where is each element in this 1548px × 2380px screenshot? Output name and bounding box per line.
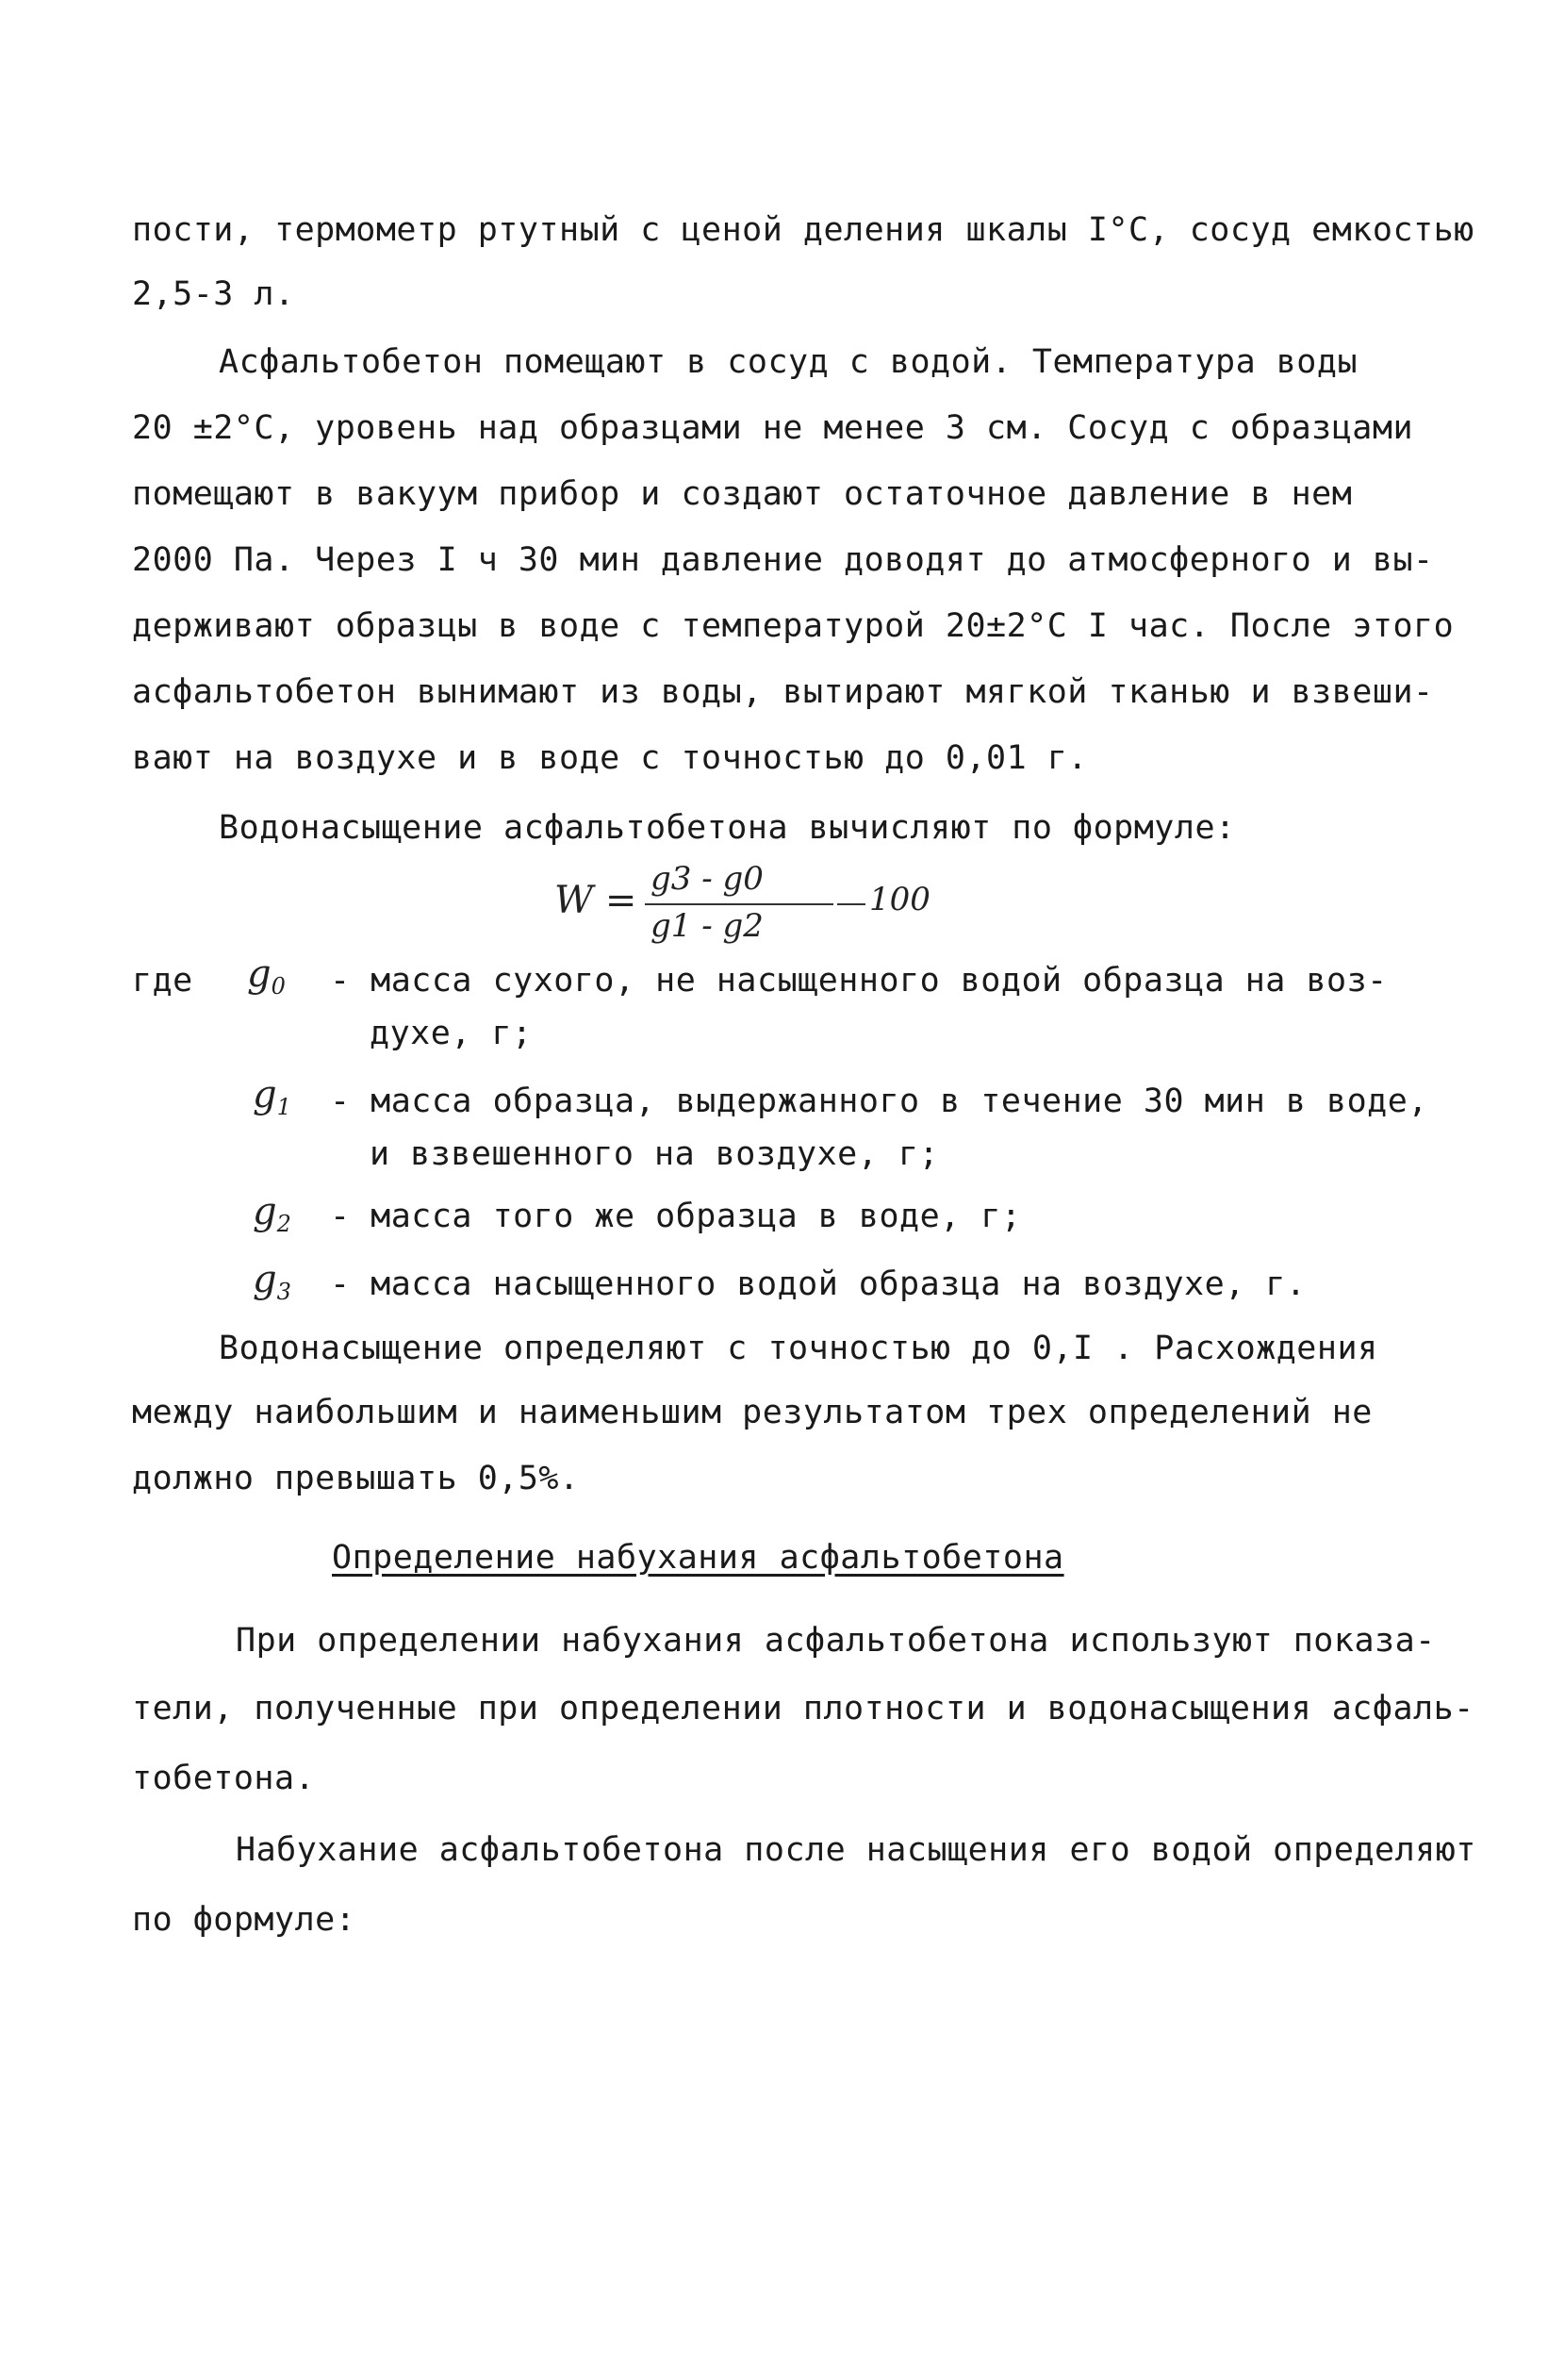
formula-lhs: W = [554, 879, 637, 922]
symbol-g2: $g_2$ [253, 1190, 291, 1237]
definition-text: - масса образца, выдержанного в течение 30 мин в воде, [330, 1083, 1428, 1120]
definition-text: - масса сухого, не насыщенного водой образца на воз- [330, 962, 1388, 1000]
text-line: должно превышать 0,5%. [132, 1460, 580, 1497]
where-label: где [132, 962, 193, 1000]
symbol-g0: $g_0$ [247, 952, 286, 1000]
fraction-bar [645, 903, 833, 905]
definition-text: - масса того же образца в воде, г; [330, 1198, 1022, 1235]
text-line: Водонасыщение асфальтобетона вычисляют по формуле: [219, 809, 1236, 847]
text-line: Водонасыщение определяют с точностью до 0,I . Расхождения [219, 1330, 1378, 1367]
text-line: 2,5-3 л. [132, 275, 295, 313]
text-line: держивают образцы в воде с температурой 20±2°C I час. После этого [132, 607, 1455, 645]
text-line: Асфальтобетон помещают в сосуд с водой. Температура воды [219, 343, 1359, 381]
text-line: 20 ±2°C, уровень над образцами не менее 3 см. Сосуд с образцами [132, 409, 1414, 447]
text-line: При определении набухания асфальтобетона используют показа- [236, 1622, 1436, 1660]
text-line: между наибольшим и наименьшим результатом трех определений не [132, 1394, 1373, 1431]
definition-text: духе, г; [370, 1015, 533, 1052]
text-line: 2000 Па. Через I ч 30 мин давление доводят до атмосферного и вы- [132, 541, 1434, 579]
definition-text: и взвешенного на воздухе, г; [370, 1135, 940, 1173]
text-line: асфальтобетон вынимают из воды, вытирают мягкой тканью и взвеши- [132, 673, 1434, 711]
text-line: пости, термометр ртутный с ценой деления шкалы I°C, сосуд емкостью [132, 211, 1474, 249]
symbol-g3: $g_3$ [253, 1258, 291, 1305]
text-line: тобетона. [132, 1760, 316, 1797]
symbol-g1: $g_1$ [253, 1073, 291, 1120]
definition-text: - масса насыщенного водой образца на воздухе, г. [330, 1265, 1307, 1303]
multiply-dash [837, 903, 865, 905]
text-line: тели, полученные при определении плотности и водонасыщения асфаль- [132, 1690, 1474, 1727]
text-line: по формуле: [132, 1901, 356, 1939]
text-line: Набухание асфальтобетона после насыщения его водой определяют [236, 1831, 1476, 1869]
formula-numerator: g3 - g0 [650, 860, 764, 898]
text-line: вают на воздухе и в воде с точностью до 0,01 г. [132, 739, 1088, 777]
section-heading: Определение набухания асфальтобетона [332, 1539, 1064, 1577]
formula-denominator: g1 - g2 [650, 907, 764, 945]
formula-factor: 100 [869, 881, 930, 918]
text-line: помещают в вакуум прибор и создают остаточное давление в нем [132, 475, 1353, 513]
